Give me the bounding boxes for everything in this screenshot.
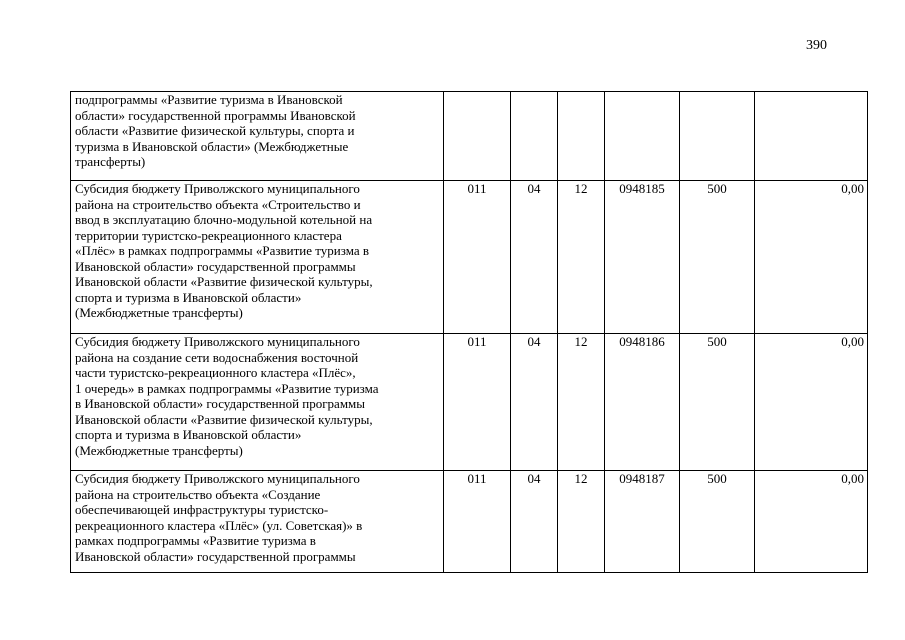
row-description: Субсидия бюджету Приволжского муниципального района на строительство объекта «Строительство и ввод в эксплуатацию блочно-модульной котельной на территории туристско-рекреационного кластера «Плёс» в рамках подпрограммы «Развитие туризма в Ивановской области» государственной программы Ивановской области «Развитие физической культуры, спорта и туризма в Ивановской области» (Межбюджетные трансферты) [71,181,444,334]
expense-type-code: 500 [680,181,755,334]
section-code [511,92,558,181]
target-article-code: 0948186 [605,334,680,471]
ministry-code: 011 [444,471,511,573]
section-code: 04 [511,334,558,471]
expense-type-code: 500 [680,471,755,573]
section-code: 04 [511,471,558,573]
ministry-code [444,92,511,181]
table-row [71,334,868,471]
table-row [71,92,868,181]
row-description: Субсидия бюджету Приволжского муниципального района на строительство объекта «Создание обеспечивающей инфраструктуры туристско- рекреационного кластера «Плёс» (ул. Советская)» в рамках подпрограммы «Развитие туризма в Ивановской области» государственной программы [71,471,444,573]
ministry-code: 011 [444,334,511,471]
ministry-code: 011 [444,181,511,334]
amount-value: 0,00 [755,181,868,334]
table-row [71,181,868,334]
subsection-code: 12 [558,471,605,573]
amount-value: 0,00 [755,471,868,573]
subsection-code: 12 [558,334,605,471]
target-article-code: 0948185 [605,181,680,334]
target-article-code: 0948187 [605,471,680,573]
row-description: подпрограммы «Развитие туризма в Ивановской области» государственной программы Ивановской области «Развитие физической культуры, спорта и туризма в Ивановской области» (Межбюджетные трансферты) [71,92,444,181]
section-code: 04 [511,181,558,334]
amount-value [755,92,868,181]
amount-value: 0,00 [755,334,868,471]
row-description: Субсидия бюджету Приволжского муниципального района на создание сети водоснабжения восточной части туристско-рекреационного кластера «Плёс», 1 очередь» в рамках подпрограммы «Развитие туризма в Ивановской области» государственной программы Ивановской области «Развитие физической культуры, спорта и туризма в Ивановской области» (Межбюджетные трансферты) [71,334,444,471]
table-row [71,471,868,573]
subsection-code [558,92,605,181]
budget-table [70,91,868,573]
expense-type-code [680,92,755,181]
page-number: 390 [806,38,827,53]
expense-type-code: 500 [680,334,755,471]
subsection-code: 12 [558,181,605,334]
target-article-code [605,92,680,181]
